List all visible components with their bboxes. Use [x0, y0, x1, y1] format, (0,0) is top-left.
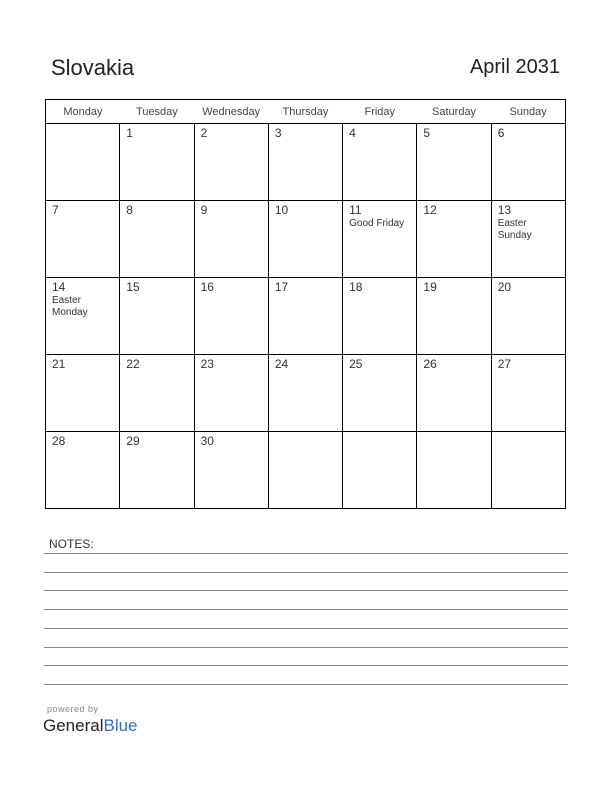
day-cell	[417, 278, 491, 355]
day-cell	[46, 124, 120, 201]
day-number: 2	[200, 126, 208, 140]
generalblue-logo	[43, 716, 138, 736]
day-number: 26	[423, 357, 437, 371]
day-number: 25	[349, 357, 363, 371]
day-cell	[120, 278, 194, 355]
day-number: 13	[497, 203, 512, 217]
day-number: 3	[274, 126, 282, 140]
holiday-label: Easter Monday	[52, 295, 88, 318]
day-number: 12	[423, 203, 437, 217]
holiday-label: Easter Sunday	[497, 218, 532, 241]
note-line	[44, 647, 568, 648]
weekday-header-row	[46, 100, 566, 124]
day-number: 5	[423, 126, 431, 140]
note-line	[44, 590, 568, 591]
weekday-thursday: Thursday	[268, 100, 342, 124]
day-number: 27	[497, 357, 512, 371]
note-line	[44, 553, 568, 554]
day-cell	[46, 355, 120, 432]
day-number: 4	[349, 126, 356, 140]
day-cell	[491, 432, 565, 509]
day-number: 20	[497, 280, 512, 294]
day-number: 19	[423, 280, 437, 294]
weekday-monday: Monday	[46, 100, 120, 124]
day-cell	[46, 432, 120, 509]
day-cell	[417, 124, 491, 201]
brand-general: General	[43, 716, 104, 735]
weekday-wednesday: Wednesday	[194, 100, 268, 124]
weekday-friday: Friday	[343, 100, 417, 124]
weekday-tuesday: Tuesday	[120, 100, 194, 124]
day-cell	[194, 201, 268, 278]
day-cell	[120, 432, 194, 509]
week-row	[46, 201, 566, 278]
week-row	[46, 355, 566, 432]
notes-label: NOTES:	[49, 537, 94, 551]
day-number: 21	[52, 357, 66, 371]
day-cell	[343, 201, 417, 278]
day-cell	[120, 124, 194, 201]
week-row	[46, 124, 566, 201]
day-number: 9	[200, 203, 208, 217]
weekday-sunday: Sunday	[491, 100, 565, 124]
day-cell	[417, 201, 491, 278]
day-cell	[417, 432, 491, 509]
day-number: 7	[52, 203, 59, 217]
weekday-saturday: Saturday	[417, 100, 491, 124]
day-number: 11	[349, 203, 362, 217]
day-cell	[194, 355, 268, 432]
day-cell	[491, 355, 565, 432]
day-cell	[268, 201, 342, 278]
day-cell	[46, 201, 120, 278]
day-number: 28	[52, 434, 66, 448]
day-cell	[120, 201, 194, 278]
day-number: 16	[200, 280, 214, 294]
day-number: 22	[126, 357, 140, 371]
day-cell	[417, 355, 491, 432]
day-cell	[194, 278, 268, 355]
note-line	[44, 609, 568, 610]
note-line	[44, 572, 568, 573]
day-cell	[268, 124, 342, 201]
day-number: 10	[274, 203, 289, 217]
day-number: 24	[274, 357, 289, 371]
day-number: 18	[349, 280, 363, 294]
day-cell	[491, 124, 565, 201]
day-number: 30	[200, 434, 214, 448]
week-row	[46, 278, 566, 355]
powered-by-text: powered by	[47, 704, 99, 714]
day-cell	[194, 432, 268, 509]
day-cell	[194, 124, 268, 201]
day-number: 15	[126, 280, 140, 294]
day-cell	[268, 432, 342, 509]
day-cell	[46, 278, 120, 355]
day-cell	[343, 432, 417, 509]
day-number: 1	[126, 126, 133, 140]
week-row	[46, 432, 566, 509]
calendar-grid	[45, 99, 566, 509]
day-cell	[491, 278, 565, 355]
country-title: Slovakia	[51, 55, 135, 80]
month-year-title: April 2031	[469, 56, 560, 78]
day-number: 8	[126, 203, 133, 217]
day-number: 6	[497, 126, 505, 140]
day-cell	[343, 355, 417, 432]
note-line	[44, 684, 568, 685]
day-number: 23	[200, 357, 214, 371]
day-number: 14	[52, 280, 66, 294]
holiday-label: Good Friday	[349, 218, 405, 229]
day-number: 17	[274, 280, 289, 294]
day-cell	[343, 124, 417, 201]
day-cell	[120, 355, 194, 432]
brand-blue: Blue	[103, 716, 138, 735]
day-cell	[491, 201, 565, 278]
day-cell	[343, 278, 417, 355]
day-number: 29	[126, 434, 140, 448]
note-line	[44, 665, 568, 666]
day-cell	[268, 278, 342, 355]
note-line	[44, 628, 568, 629]
day-cell	[268, 355, 342, 432]
